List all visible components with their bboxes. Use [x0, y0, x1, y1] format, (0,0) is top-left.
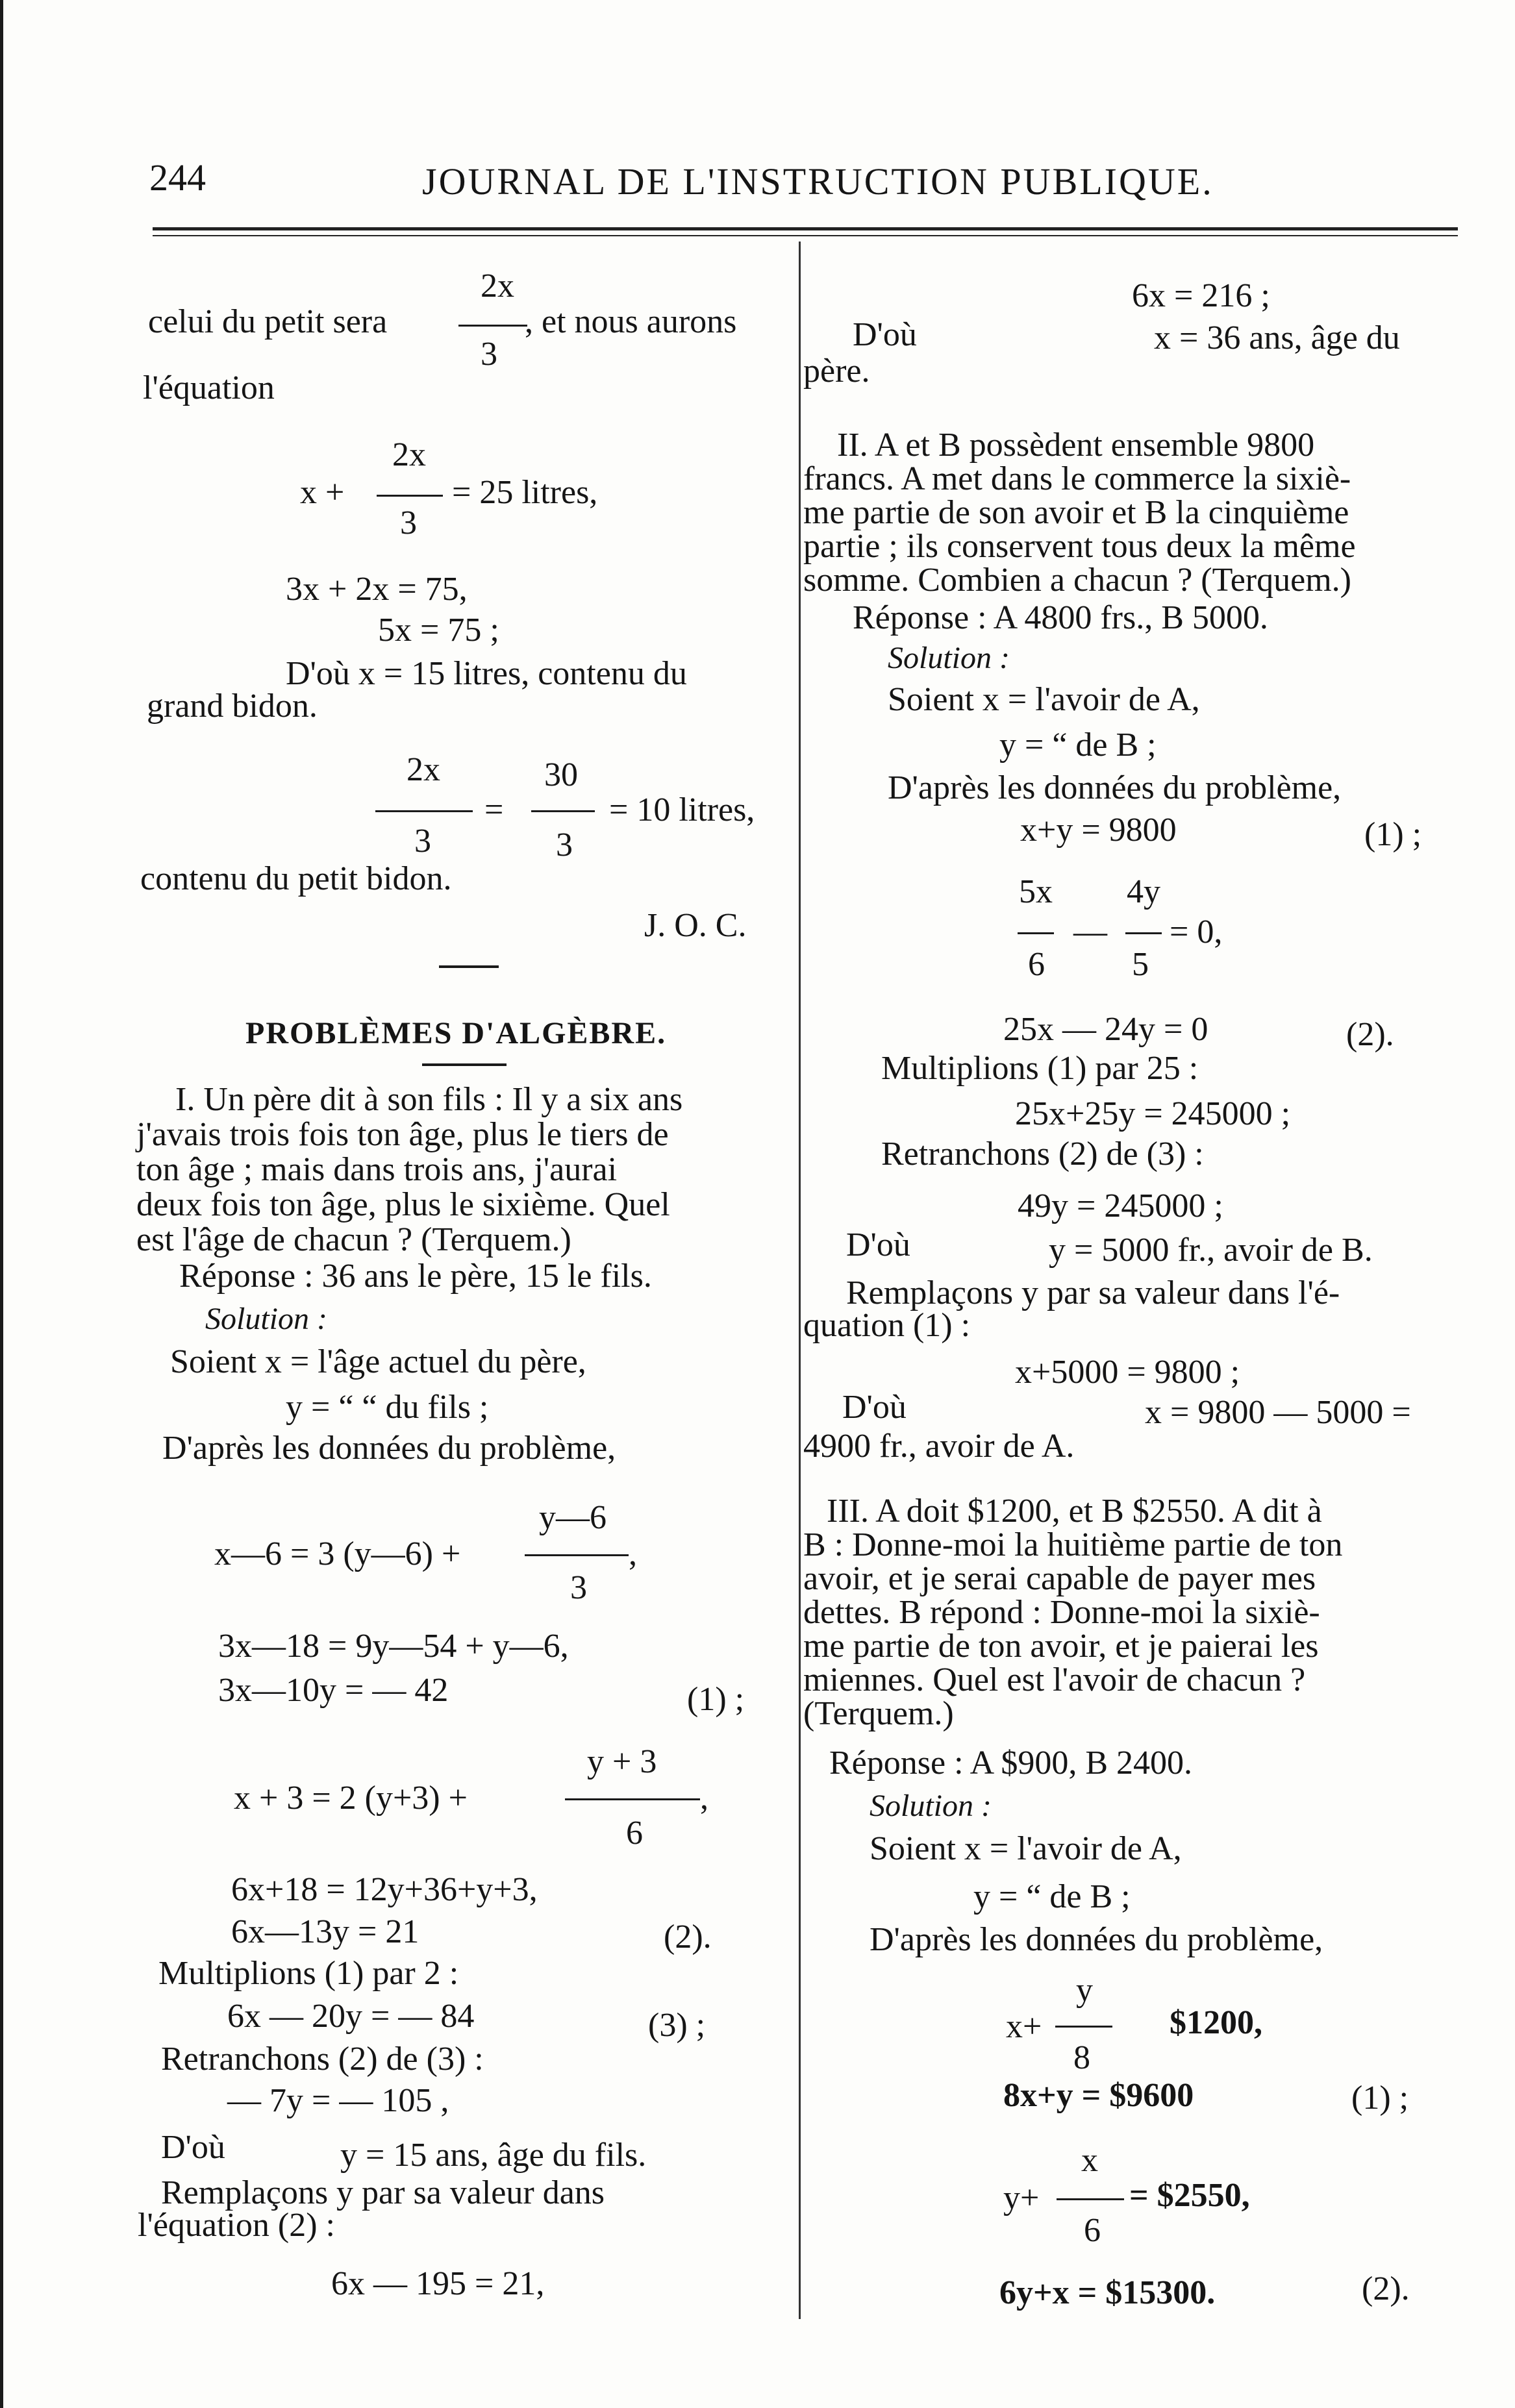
equation: 6y+x = $15300.	[999, 2274, 1216, 2311]
text-line: Soient x = l'avoir de A,	[888, 681, 1200, 718]
fraction-denominator: 3	[570, 1569, 587, 1606]
paragraph-line: est l'âge de chacun ? (Terquem.)	[136, 1221, 571, 1258]
separator	[422, 1063, 507, 1066]
equation: 6x — 195 = 21,	[331, 2265, 545, 2302]
header-rule-thin	[153, 235, 1458, 236]
text-line: D'où	[161, 2129, 225, 2166]
answer: Réponse : A 4800 frs., B 5000.	[853, 599, 1268, 636]
equation: 6x = 216 ;	[1132, 277, 1270, 314]
equation: 3x + 2x = 75,	[286, 571, 468, 608]
paragraph-line: somme. Combien a chacun ? (Terquem.)	[803, 562, 1351, 599]
equation: y+	[1003, 2179, 1040, 2216]
equation: = 10 litres,	[609, 791, 755, 828]
paragraph-line: miennes. Quel est l'avoir de chacun ?	[803, 1661, 1306, 1698]
paragraph-line: me partie de ton avoir, et je paierai les	[803, 1628, 1319, 1665]
fraction-bar	[1125, 932, 1162, 934]
fraction-denominator: 3	[414, 823, 431, 860]
fraction-numerator: 5x	[1019, 873, 1053, 910]
fraction-numerator: y + 3	[587, 1743, 657, 1780]
equation: x—6 = 3 (y—6) +	[214, 1535, 461, 1572]
section-title: PROBLÈMES D'ALGÈBRE.	[245, 1016, 667, 1050]
fraction-numerator: 2x	[481, 267, 514, 304]
paragraph-line: ton âge ; mais dans trois ans, j'aurai	[136, 1151, 618, 1188]
text-line: y = 5000 fr., avoir de B.	[1049, 1232, 1373, 1269]
fraction-denominator: 3	[481, 336, 497, 373]
text-line: , et nous aurons	[525, 303, 737, 340]
fraction-denominator: 6	[1084, 2212, 1101, 2249]
text-line: D'où x = 15 litres, contenu du	[286, 655, 687, 692]
equation: 49y = 245000 ;	[1018, 1187, 1223, 1224]
fraction-bar	[531, 810, 595, 812]
text-line: Retranchons (2) de (3) :	[881, 1136, 1204, 1173]
text-line: D'après les données du problème,	[162, 1430, 616, 1467]
text-line: grand bidon.	[147, 688, 318, 725]
paragraph-line: me partie de son avoir et B la cinquième	[803, 494, 1349, 531]
equation: = 0,	[1170, 913, 1223, 950]
equation: ,	[629, 1535, 637, 1572]
text-line: Soient x = l'âge actuel du père,	[170, 1343, 586, 1380]
fraction-denominator: 6	[626, 1815, 643, 1852]
fraction-numerator: 4y	[1127, 873, 1160, 910]
answer: Réponse : 36 ans le père, 15 le fils.	[179, 1258, 652, 1295]
fraction-numerator: 2x	[392, 436, 426, 473]
solution-label: Solution :	[888, 641, 1010, 675]
fraction-numerator: y	[1076, 1972, 1093, 2009]
separator	[439, 965, 499, 968]
page-header	[149, 156, 1461, 214]
equation: x +	[300, 474, 345, 511]
text-line: y = “ de B ;	[973, 1878, 1131, 1915]
text-line: Multiplions (1) par 2 :	[158, 1955, 459, 1992]
page-number: 244	[149, 156, 206, 199]
equation: 6x — 20y = — 84	[227, 1998, 475, 2035]
equation: = 25 litres,	[452, 474, 598, 511]
equation: 5x = 75 ;	[378, 612, 499, 649]
fraction-bar	[565, 1798, 700, 1800]
equation: $1200,	[1170, 2004, 1262, 2041]
text-line: Remplaçons y par sa valeur dans	[161, 2174, 605, 2211]
solution-label: Solution :	[870, 1789, 992, 1823]
equation: 25x — 24y = 0	[1003, 1011, 1208, 1048]
fraction-bar	[1057, 2198, 1124, 2200]
solution-label: Solution :	[205, 1302, 327, 1336]
equation: 3x—10y = — 42	[218, 1672, 449, 1709]
paragraph-line: j'avais trois fois ton âge, plus le tiers de	[136, 1116, 669, 1153]
text-line: D'où	[853, 316, 917, 353]
paragraph-line: III. A doit $1200, et B $2550. A dit à	[827, 1493, 1322, 1530]
paragraph-line: avoir, et je serai capable de payer mes	[803, 1560, 1316, 1597]
equation: = $2550,	[1129, 2177, 1250, 2214]
equation-ref: (2).	[664, 1918, 712, 1955]
text-line: y = 15 ans, âge du fils.	[340, 2137, 647, 2174]
equation: 8x+y = $9600	[1003, 2077, 1194, 2114]
fraction-numerator: y—6	[539, 1499, 607, 1536]
paragraph-line: (Terquem.)	[803, 1695, 954, 1732]
equation: x+	[1006, 2008, 1042, 2045]
equation: 3x—18 = 9y—54 + y—6,	[218, 1628, 569, 1665]
text-line: quation (1) :	[803, 1307, 971, 1344]
text-line: Multiplions (1) par 25 :	[881, 1050, 1199, 1087]
text-line: x = 36 ans, âge du	[1154, 319, 1400, 356]
text-line: père.	[803, 353, 870, 390]
text-line: D'où	[842, 1389, 907, 1426]
equation: x = 9800 — 5000 =	[1145, 1394, 1411, 1431]
equation: —	[1073, 913, 1107, 950]
equation-ref: (2).	[1346, 1016, 1394, 1053]
text-line: y = “ de B ;	[999, 726, 1157, 763]
text-line: D'où	[846, 1226, 910, 1263]
equation-ref: (2).	[1362, 2270, 1410, 2307]
equation: x + 3 = 2 (y+3) +	[234, 1780, 468, 1817]
paragraph-line: B : Donne-moi la huitième partie de ton	[803, 1526, 1343, 1563]
fraction-numerator: 2x	[407, 751, 440, 788]
text-line: Retranchons (2) de (3) :	[161, 2041, 484, 2078]
text-line: D'après les données du problème,	[888, 769, 1342, 806]
fraction-denominator: 8	[1073, 2039, 1090, 2076]
text-line: D'après les données du problème,	[870, 1921, 1323, 1958]
fraction-bar	[525, 1554, 629, 1556]
fraction-numerator: 30	[544, 756, 578, 793]
text-line: Soient x = l'avoir de A,	[870, 1830, 1182, 1867]
fraction-denominator: 5	[1132, 946, 1149, 983]
signature: J. O. C.	[644, 907, 747, 944]
fraction-bar	[375, 810, 473, 812]
fraction-bar	[458, 325, 527, 327]
equation: x+y = 9800	[1020, 812, 1177, 849]
text-line: l'équation (2) :	[138, 2207, 335, 2244]
fraction-bar	[377, 495, 443, 497]
equation-ref: (1) ;	[1351, 2079, 1409, 2116]
journal-title: JOURNAL DE L'INSTRUCTION PUBLIQUE.	[422, 160, 1214, 203]
fraction-denominator: 6	[1028, 946, 1045, 983]
column-divider	[799, 242, 801, 2319]
text-line: Remplaçons y par sa valeur dans l'é-	[846, 1274, 1340, 1311]
fraction-denominator: 3	[400, 504, 417, 541]
fraction-bar	[1055, 2026, 1112, 2028]
paragraph-line: dettes. B répond : Donne-moi la sixiè-	[803, 1594, 1320, 1631]
text-line: contenu du petit bidon.	[140, 860, 452, 897]
equation: =	[484, 791, 504, 828]
equation: x+5000 = 9800 ;	[1015, 1354, 1240, 1391]
fraction-bar	[1018, 932, 1054, 934]
paragraph-line: I. Un père dit à son fils : Il y a six ans	[175, 1081, 683, 1118]
fraction-numerator: x	[1081, 2142, 1098, 2179]
equation: — 7y = — 105 ,	[227, 2082, 449, 2119]
header-rule-thick	[153, 227, 1458, 230]
text-line: l'équation	[143, 369, 275, 406]
equation-ref: (1) ;	[1364, 816, 1422, 853]
text-line: 4900 fr., avoir de A.	[803, 1428, 1075, 1465]
fraction-denominator: 3	[556, 826, 573, 863]
answer: Réponse : A $900, B 2400.	[829, 1744, 1193, 1781]
equation: 25x+25y = 245000 ;	[1015, 1095, 1291, 1132]
text-line: celui du petit sera	[148, 303, 388, 340]
paragraph-line: partie ; ils conservent tous deux la même	[803, 528, 1356, 565]
equation: ,	[700, 1780, 708, 1817]
page-binding-edge	[0, 0, 3, 2408]
equation: 6x+18 = 12y+36+y+3,	[231, 1871, 538, 1908]
equation-ref: (3) ;	[648, 2007, 706, 2044]
text-line: y = “ “ du fils ;	[286, 1389, 489, 1426]
equation-ref: (1) ;	[687, 1681, 745, 1718]
paragraph-line: II. A et B possèdent ensemble 9800	[837, 427, 1315, 464]
paragraph-line: francs. A met dans le commerce la sixiè-	[803, 460, 1351, 497]
equation: 6x—13y = 21	[231, 1913, 419, 1950]
paragraph-line: deux fois ton âge, plus le sixième. Quel	[136, 1186, 670, 1223]
